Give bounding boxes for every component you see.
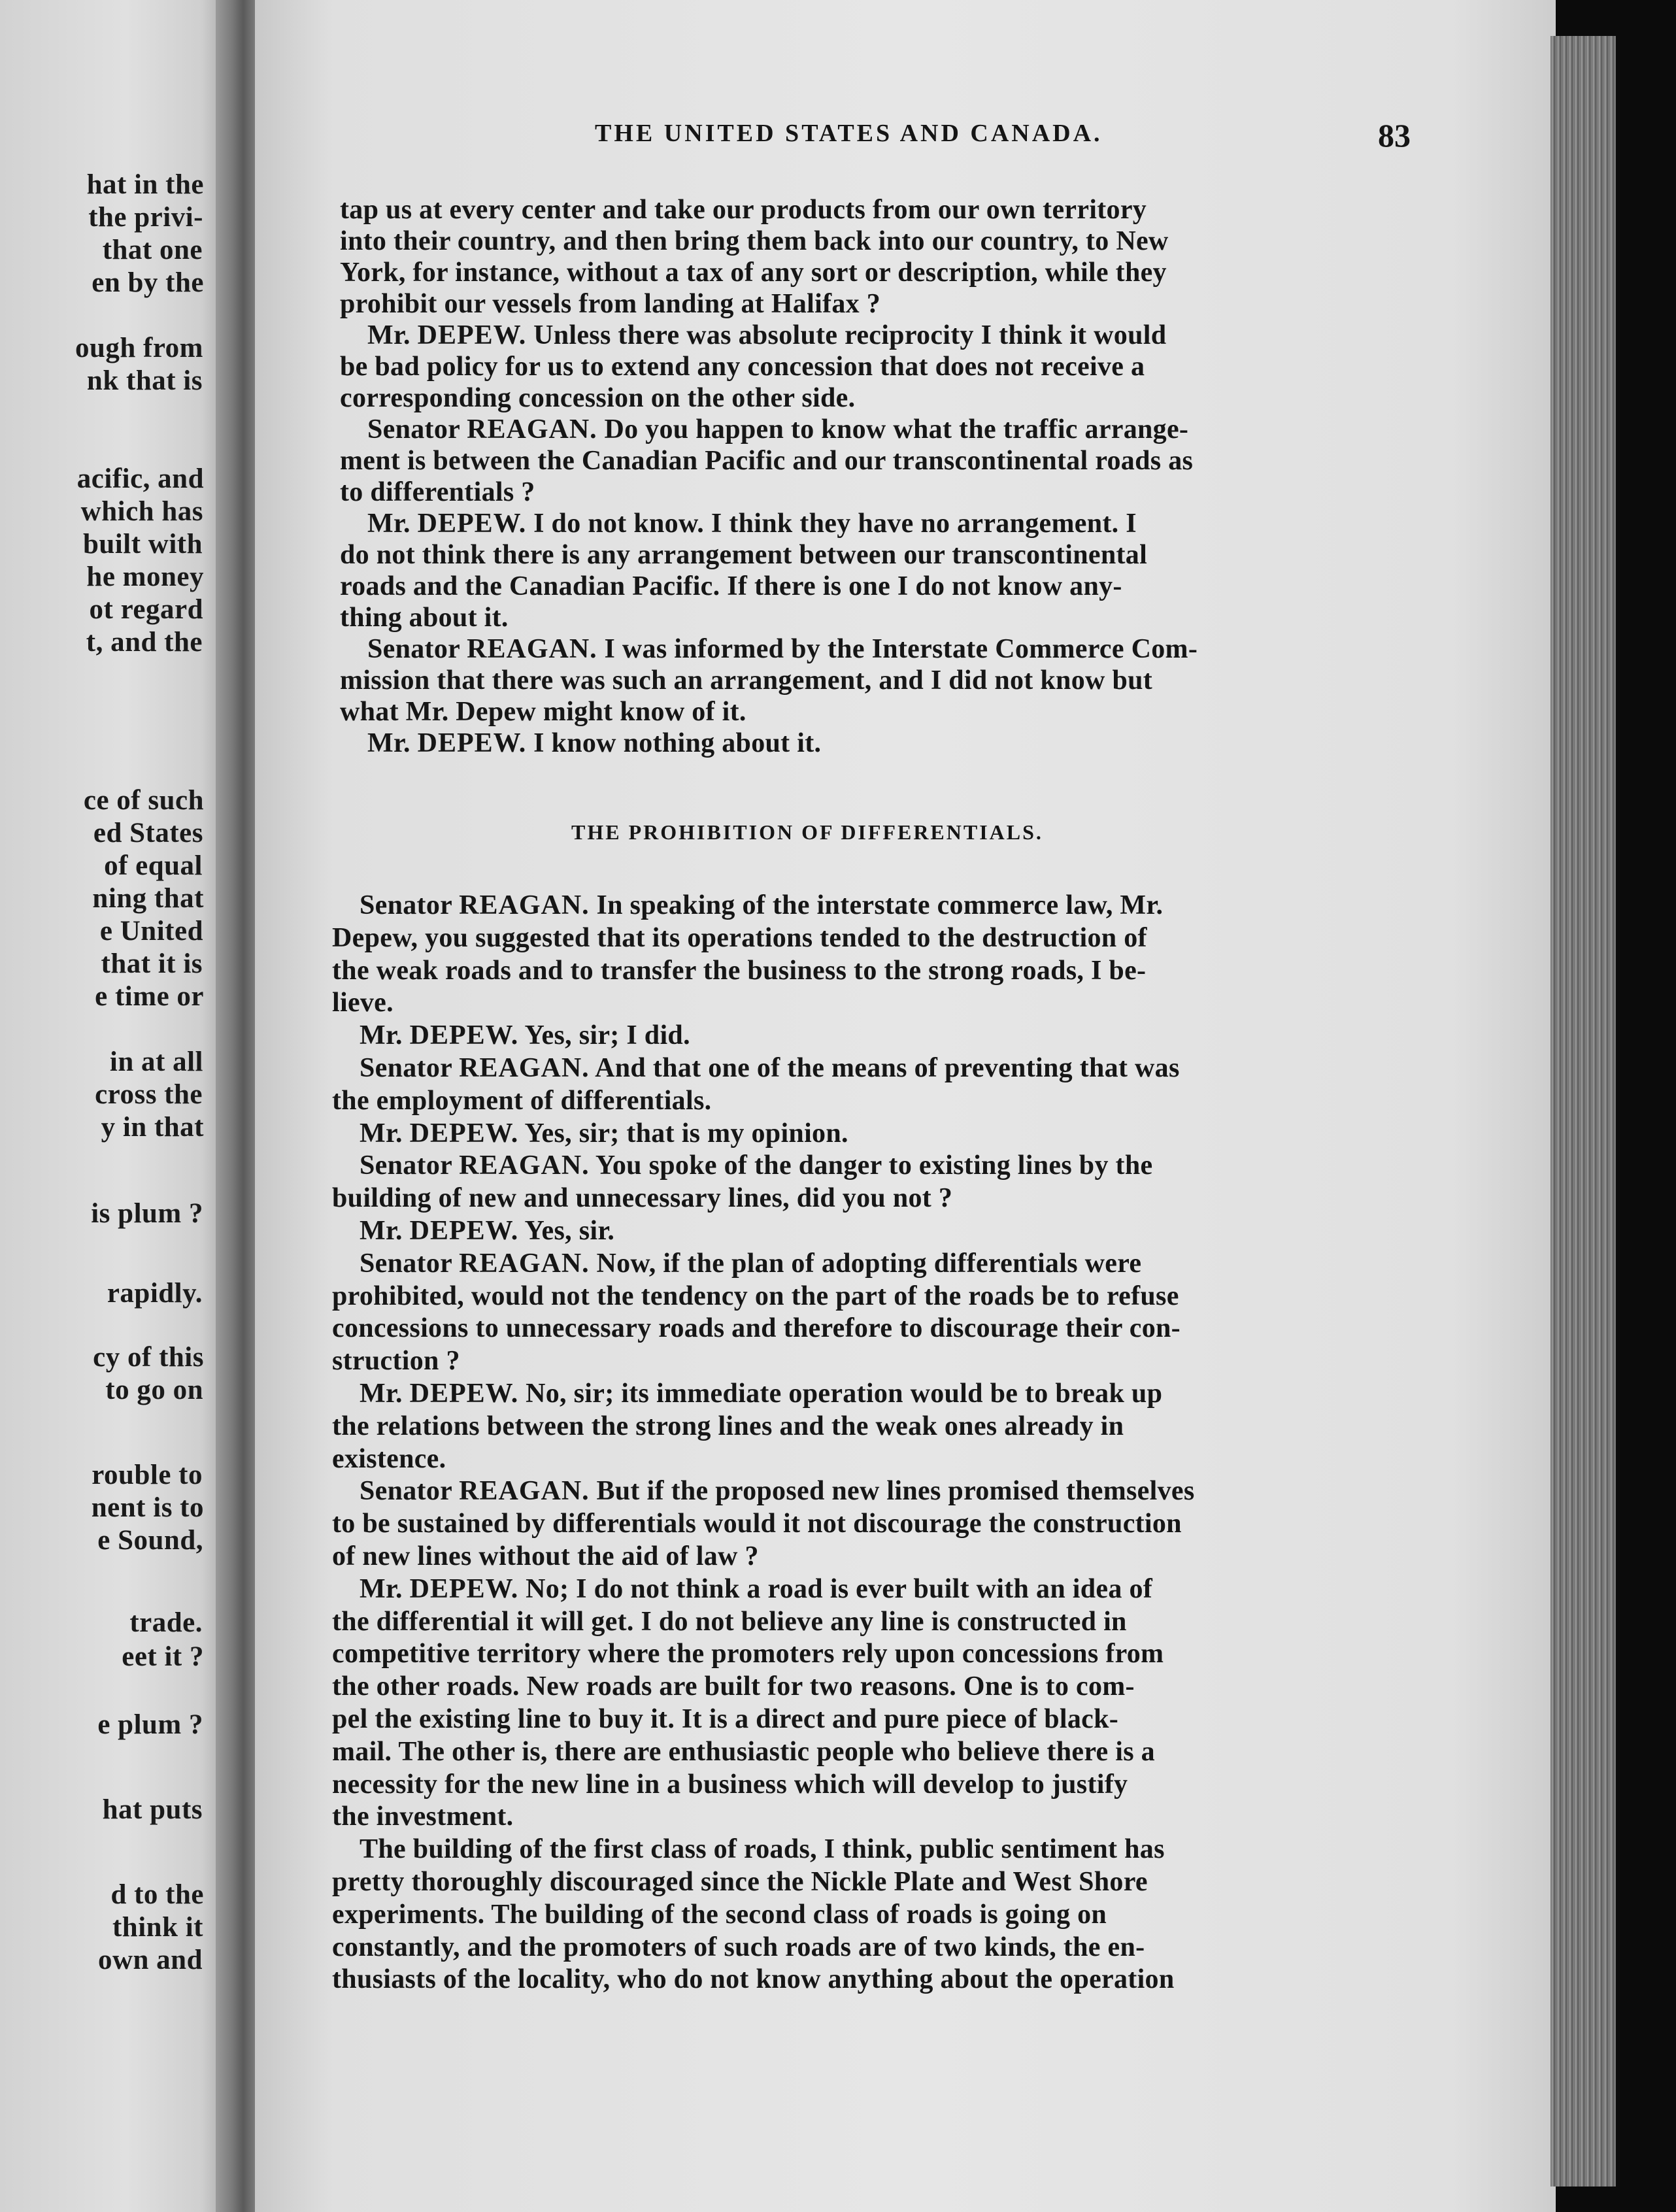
text-line: constantly, and the promoters of such roads are of two kinds, the en- [332,1932,1145,1962]
text-line: Mr. DEPEW. No, sir; its immediate operation would be to break up [360,1379,1163,1409]
text-line: Mr. DEPEW. Unless there was absolute reciprocity I think it would [367,320,1167,350]
left-page-line: the privi- [88,202,203,233]
text-line: Mr. DEPEW. No; I do not think a road is ever built with an idea of [360,1573,1153,1604]
left-page-line: rapidly. [107,1278,203,1309]
left-page-line: built with [82,529,203,560]
text-line: the investment. [332,1801,514,1832]
text-line: corresponding concession on the other side. [340,383,856,413]
text-line: thusiasts of the locality, who do not know anything about the operation [332,1964,1175,1995]
text-line: necessity for the new line in a business which will develop to justify [332,1769,1128,1800]
section-heading: THE PROHIBITION OF DIFFERENTIALS. [571,820,1043,844]
left-page-line: t, and the [86,627,203,658]
left-page-line: ot regard [89,594,203,625]
text-line: into their country, and then bring them back into our country, to New [340,226,1169,256]
left-page-line: cross the [95,1079,203,1110]
left-page-line: he money [86,561,204,592]
text-line: existence. [332,1443,446,1474]
text-line: the employment of differentials. [332,1085,712,1116]
text-line: experiments. The building of the second class of roads is going on [332,1899,1107,1930]
left-page-line: e time or [95,981,204,1012]
left-page-line: nent is to [91,1492,204,1523]
text-line: tap us at every center and take our products from our own territory [340,195,1147,225]
text-line: Mr. DEPEW. Yes, sir. [360,1216,615,1246]
left-page-line: ning that [92,883,204,914]
text-line: concessions to unnecessary roads and therefore to discourage their con- [332,1313,1181,1344]
left-page-line: rouble to [92,1460,203,1490]
left-page-line: eet it ? [122,1641,204,1672]
text-line: to be sustained by differentials would it not discourage the construction [332,1509,1182,1539]
text-line: struction ? [332,1346,460,1377]
text-line: Mr. DEPEW. I know nothing about it. [367,728,822,758]
left-page-line: e United [99,916,203,947]
left-page-line: of equal [104,850,203,881]
text-line: Mr. DEPEW. Yes, sir; that is my opinion. [360,1118,848,1148]
page-edges [1550,36,1616,2187]
left-page-text-column [0,0,216,2212]
text-line: Senator REAGAN. And that one of the means of preventing that was [360,1053,1180,1083]
text-line: of new lines without the aid of law ? [332,1541,759,1571]
text-line: Senator REAGAN. But if the proposed new lines promised themselves [360,1476,1195,1507]
left-page-line: is plum ? [91,1198,203,1229]
left-page-line: ough from [75,333,203,363]
text-line: the other roads. New roads are built for two reasons. One is to com- [332,1671,1135,1702]
text-line: mail. The other is, there are enthusiastic people who believe there is a [332,1736,1155,1767]
left-page-line: which has [80,496,203,527]
left-page-line: d to the [110,1879,204,1910]
text-line: Senator REAGAN. Now, if the plan of adopting differentials were [360,1248,1142,1279]
text-line: the differential it will get. I do not believe any line is constructed in [332,1606,1127,1637]
left-page-line: hat in the [86,169,204,200]
text-line: to differentials ? [340,477,535,507]
text-line: lieve. [332,988,394,1018]
text-line: building of new and unnecessary lines, did you not ? [332,1183,953,1214]
page-number: 83 [1378,117,1411,154]
left-page-line: en by the [92,267,204,298]
text-line: pel the existing line to buy it. It is a direct and pure piece of black- [332,1704,1119,1734]
left-page-line: ce of such [83,785,204,816]
text-line: Mr. DEPEW. I do not know. I think they have no arrangement. I [367,509,1137,539]
text-line: prohibit our vessels from landing at Halifax ? [340,289,881,319]
left-page-line: that one [102,235,203,265]
text-line: Mr. DEPEW. Yes, sir; I did. [360,1020,690,1051]
left-page-line: acific, and [76,463,204,494]
text-line: Senator REAGAN. Do you happen to know what the traffic arrange- [367,414,1189,444]
text-line: do not think there is any arrangement between our transcontinental [340,540,1148,570]
text-line: The building of the first class of roads, I think, public sentiment has [360,1834,1165,1865]
left-page-line: nk that is [86,365,203,396]
left-page-line: cy of this [93,1342,204,1373]
running-title: THE UNITED STATES AND CANADA. [595,120,1103,147]
left-page-line: y in that [101,1112,204,1143]
text-line: roads and the Canadian Pacific. If there is one I do not know any- [340,571,1122,601]
text-line: the relations between the strong lines and the weak ones already in [332,1411,1124,1441]
left-page-line: to go on [105,1375,203,1405]
text-line: mission that there was such an arrangement, and I did not know but [340,665,1153,695]
text-line: pretty thoroughly discouraged since the Nickle Plate and West Shore [332,1867,1148,1897]
left-page-line: e Sound, [97,1525,203,1556]
text-line: thing about it. [340,603,509,633]
text-line: competitive territory where the promoters rely upon concessions from [332,1639,1164,1669]
left-page-line: think it [112,1912,203,1943]
text-line: Depew, you suggested that its operations tended to the destruction of [332,922,1147,953]
text-line: York, for instance, without a tax of any sort or description, while they [340,258,1167,288]
text-line: the weak roads and to transfer the business to the strong roads, I be- [332,955,1147,986]
left-page-line: hat puts [102,1794,203,1825]
left-page-line: trade. [129,1607,203,1638]
text-line: Senator REAGAN. You spoke of the danger to existing lines by the [360,1150,1153,1181]
left-page-line: in at all [109,1047,203,1077]
text-line: be bad policy for us to extend any concession that does not receive a [340,352,1145,382]
left-page-line: ed States [93,818,203,848]
text-line: Senator REAGAN. I was informed by the Interstate Commerce Com- [367,634,1198,664]
left-page-line: e plum ? [97,1709,203,1740]
text-line: ment is between the Canadian Pacific and our transcontinental roads as [340,446,1194,476]
left-page-line: own and [97,1945,203,1975]
text-line: prohibited, would not the tendency on the part of the roads be to refuse [332,1281,1179,1311]
text-line: what Mr. Depew might know of it. [340,697,746,727]
left-page-line: that it is [101,948,203,979]
text-line: Senator REAGAN. In speaking of the interstate commerce law, Mr. [360,890,1164,920]
